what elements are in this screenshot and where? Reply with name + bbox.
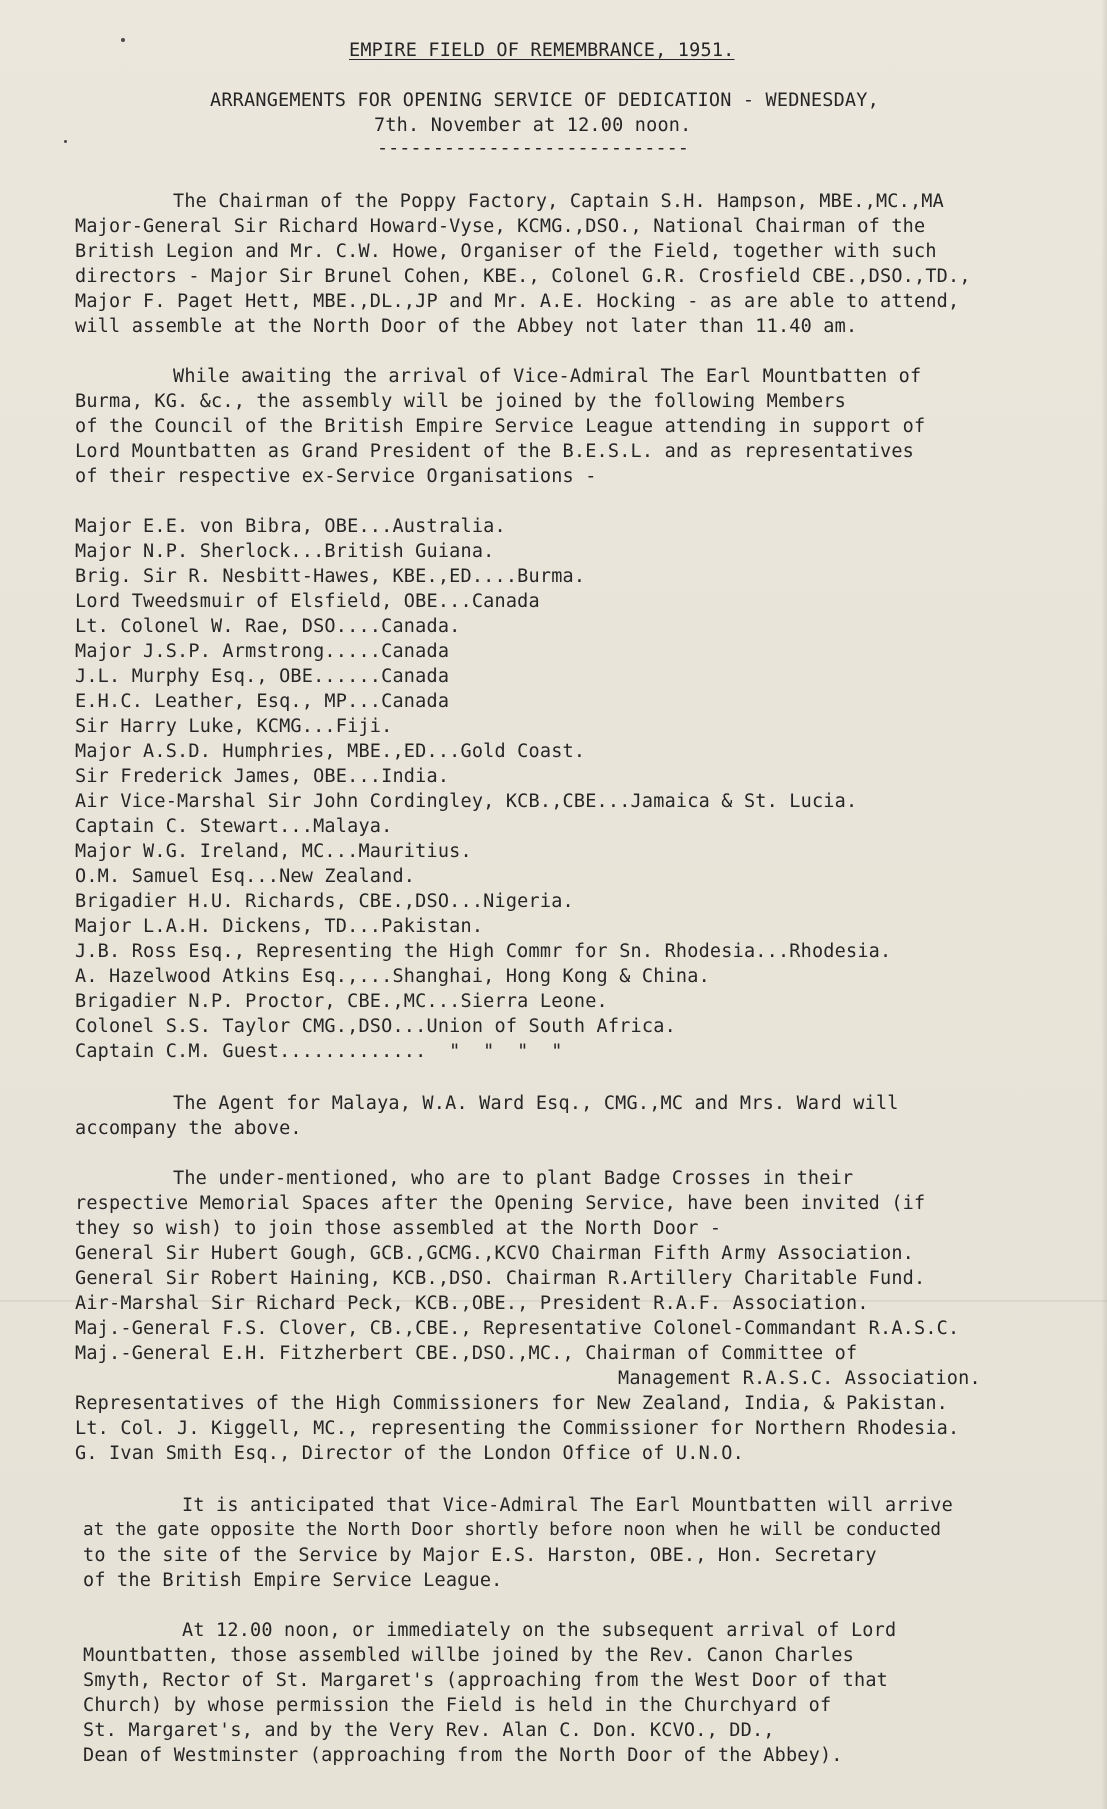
member-list-item: Major L.A.H. Dickens, TD...Pakistan. xyxy=(75,916,484,937)
paragraph-3-line: The Agent for Malaya, W.A. Ward Esq., CMG.,MC and Mrs. Ward will xyxy=(173,1093,899,1114)
member-list-item: Sir Frederick James, OBE...India. xyxy=(75,766,450,787)
paragraph-1-line: Major-General Sir Richard Howard-Vyse, KCMG.,DSO., National Chairman of the xyxy=(75,216,926,237)
member-list-item: Sir Harry Luke, KCMG...Fiji. xyxy=(75,716,393,737)
paragraph-4-line: Maj.-General F.S. Clover, CB.,CBE., Representative Colonel-Commandant R.A.S.C. xyxy=(75,1318,960,1339)
member-list-item: Captain C. Stewart...Malaya. xyxy=(75,816,393,837)
paragraph-1-line: directors - Major Sir Brunel Cohen, KBE., Colonel G.R. Crosfield CBE.,DSO.,TD., xyxy=(75,266,971,287)
member-list-item: Brig. Sir R. Nesbitt-Hawes, KBE.,ED....Burma. xyxy=(75,566,586,587)
member-list-item: Major A.S.D. Humphries, MBE.,ED...Gold Coast. xyxy=(75,741,586,762)
member-list-item: Major J.S.P. Armstrong.....Canada xyxy=(75,641,450,662)
member-list-item: Lord Tweedsmuir of Elsfield, OBE...Canada xyxy=(75,591,540,612)
member-list-item: Major N.P. Sherlock...British Guiana. xyxy=(75,541,495,562)
paragraph-3-line: accompany the above. xyxy=(75,1118,302,1139)
paper-speck xyxy=(64,140,67,143)
member-list-item: J.B. Ross Esq., Representing the High Commr for Sn. Rhodesia...Rhodesia. xyxy=(75,941,892,962)
member-list-item: O.M. Samuel Esq...New Zealand. xyxy=(75,866,416,887)
paragraph-2-line: Lord Mountbatten as Grand President of the B.E.S.L. and as representatives xyxy=(75,441,915,462)
member-list-item: Major W.G. Ireland, MC...Mauritius. xyxy=(75,841,472,862)
paragraph-4-line: Representatives of the High Commissioners for New Zealand, India, & Pakistan. xyxy=(75,1393,949,1414)
paragraph-4-line: Air-Marshal Sir Richard Peck, KCB.,OBE., President R.A.F. Association. xyxy=(75,1293,869,1314)
paragraph-4-line: Lt. Col. J. Kiggell, MC., representing the Commissioner for Northern Rhodesia. xyxy=(75,1418,960,1439)
paragraph-5-line: at the gate opposite the North Door shortly before noon when he will be conducted xyxy=(83,1520,941,1540)
member-list-item: Brigadier H.U. Richards, CBE.,DSO...Nigeria. xyxy=(75,891,574,912)
paragraph-2-line: of the Council of the British Empire Service League attending in support of xyxy=(75,416,926,437)
paragraph-6-line: St. Margaret's, and by the Very Rev. Alan C. Don. KCVO., DD., xyxy=(83,1720,775,1741)
paragraph-4-line: General Sir Hubert Gough, GCB.,GCMG.,KCVO Chairman Fifth Army Association. xyxy=(75,1243,915,1264)
header-rule: ---------------------------- xyxy=(377,138,689,159)
paragraph-6-line: Mountbatten, those assembled willbe joined by the Rev. Canon Charles xyxy=(83,1645,854,1666)
paragraph-5-line: to the site of the Service by Major E.S. Harston, OBE., Hon. Secretary xyxy=(83,1545,877,1566)
paragraph-6-line: Smyth, Rector of St. Margaret's (approaching from the West Door of that xyxy=(83,1670,888,1691)
member-list-item: Captain C.M. Guest............. " " " " xyxy=(75,1041,563,1062)
paragraph-5-line: It is anticipated that Vice-Admiral The Earl Mountbatten will arrive xyxy=(182,1495,953,1516)
member-list-item: Major E.E. von Bibra, OBE...Australia. xyxy=(75,516,506,537)
paragraph-6-line: Church) by whose permission the Field is held in the Churchyard of xyxy=(83,1695,832,1716)
paragraph-6-line: Dean of Westminster (approaching from the North Door of the Abbey). xyxy=(83,1745,843,1766)
member-list-item: Lt. Colonel W. Rae, DSO....Canada. xyxy=(75,616,461,637)
document-subtitle-line-1: ARRANGEMENTS FOR OPENING SERVICE OF DEDICATION - WEDNESDAY, xyxy=(210,90,879,111)
paragraph-4-line: G. Ivan Smith Esq., Director of the London Office of U.N.O. xyxy=(75,1443,744,1464)
member-list-item: J.L. Murphy Esq., OBE......Canada xyxy=(75,666,450,687)
member-list-item: Brigadier N.P. Proctor, CBE.,MC...Sierra Leone. xyxy=(75,991,608,1012)
paragraph-4-line: respective Memorial Spaces after the Opening Service, have been invited (if xyxy=(75,1193,926,1214)
paper-edge-shadow xyxy=(1101,0,1107,1809)
paragraph-6-line: At 12.00 noon, or immediately on the subsequent arrival of Lord xyxy=(182,1620,897,1641)
paragraph-4-line: The under-mentioned, who are to plant Badge Crosses in their xyxy=(173,1168,854,1189)
paragraph-5-line: of the British Empire Service League. xyxy=(83,1570,503,1591)
member-list-item: A. Hazelwood Atkins Esq.,...Shanghai, Hong Kong & China. xyxy=(75,966,710,987)
paragraph-4-line: Management R.A.S.C. Association. xyxy=(618,1368,981,1389)
paper-speck xyxy=(121,38,125,42)
paragraph-4-line: General Sir Robert Haining, KCB.,DSO. Chairman R.Artillery Charitable Fund. xyxy=(75,1268,926,1289)
paragraph-2-line: Burma, KG. &c., the assembly will be joined by the following Members xyxy=(75,391,846,412)
paragraph-1-line: British Legion and Mr. C.W. Howe, Organiser of the Field, together with such xyxy=(75,241,937,262)
paragraph-2-line: While awaiting the arrival of Vice-Admiral The Earl Mountbatten of xyxy=(173,366,922,387)
paragraph-1-line: will assemble at the North Door of the Abbey not later than 11.40 am. xyxy=(75,316,858,337)
paragraph-1-line: The Chairman of the Poppy Factory, Captain S.H. Hampson, MBE.,MC.,MA xyxy=(173,191,944,212)
member-list-item: Colonel S.S. Taylor CMG.,DSO...Union of South Africa. xyxy=(75,1016,676,1037)
paragraph-1-line: Major F. Paget Hett, MBE.,DL.,JP and Mr. A.E. Hocking - as are able to attend, xyxy=(75,291,960,312)
paragraph-4-line: Maj.-General E.H. Fitzherbert CBE.,DSO.,MC., Chairman of Committee of xyxy=(75,1343,858,1364)
paragraph-2-line: of their respective ex-Service Organisations - xyxy=(75,466,597,487)
member-list-item: E.H.C. Leather, Esq., MP...Canada xyxy=(75,691,450,712)
paragraph-4-line: they so wish) to join those assembled at the North Door - xyxy=(75,1218,722,1239)
document-subtitle-line-2: 7th. November at 12.00 noon. xyxy=(374,115,692,136)
member-list-item: Air Vice-Marshal Sir John Cordingley, KCB.,CBE...Jamaica & St. Lucia. xyxy=(75,791,858,812)
document-title: EMPIRE FIELD OF REMEMBRANCE, 1951. xyxy=(349,40,735,61)
